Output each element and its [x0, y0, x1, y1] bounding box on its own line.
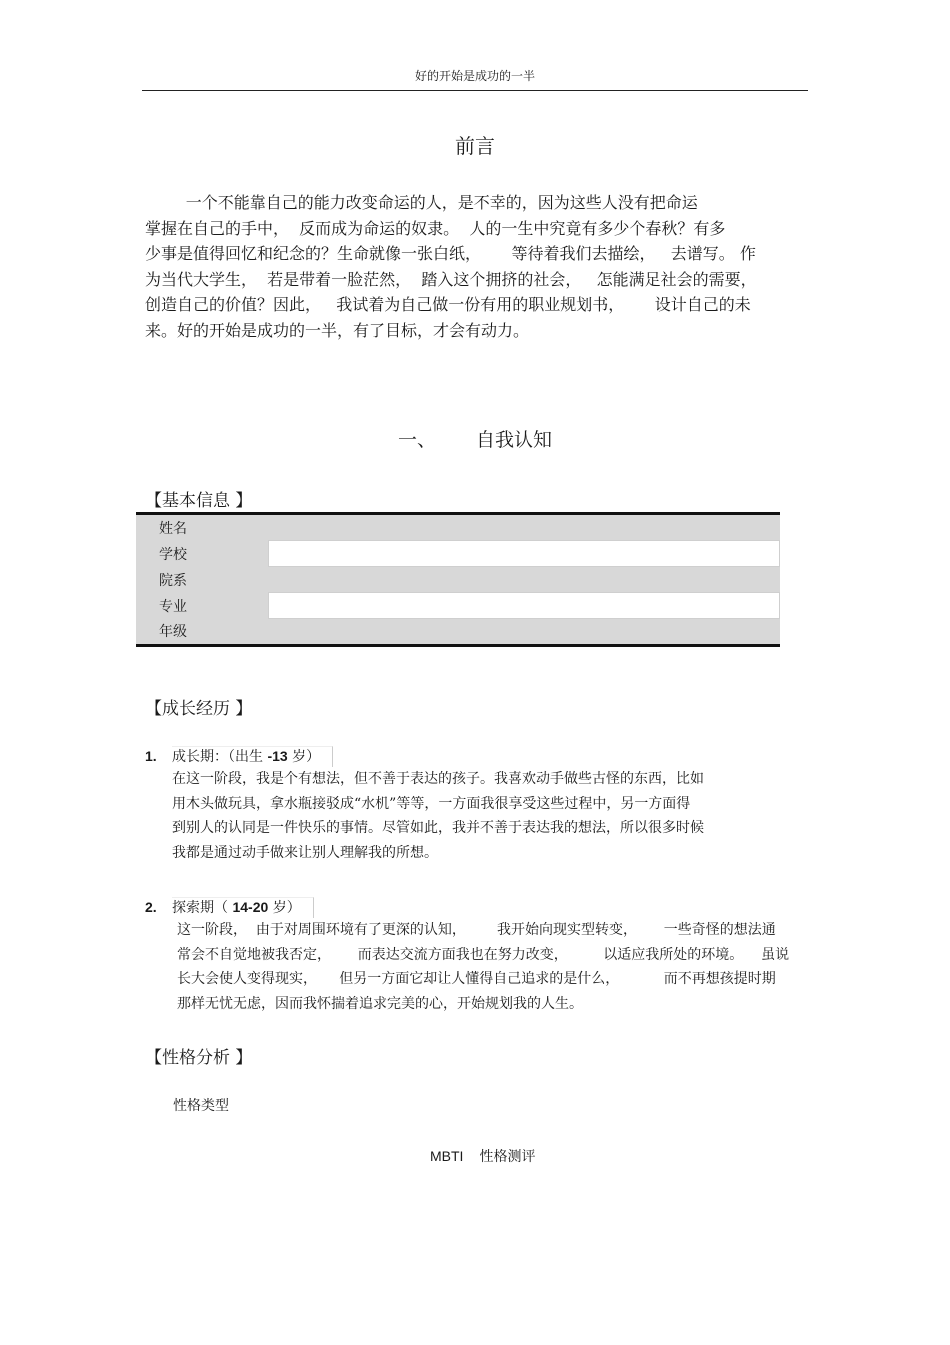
growth-item-heading: [145, 897, 314, 917]
row-label: 学校: [136, 541, 268, 567]
page-header: 好的开始是成功的一半: [414, 69, 535, 83]
personality-type-label: 性格类型: [173, 1098, 229, 1114]
table-row: [136, 514, 780, 541]
major-field[interactable]: [268, 593, 780, 619]
paragraph-line: 在这一阶段，我是个有想法，但不善于表达的孩子。我喜欢动手做些古怪的东西，比如: [172, 771, 704, 787]
item-number: 2.: [145, 899, 157, 915]
paragraph-line: 那样无忧无虑，因而我怀揣着追求完美的心，开始规划我的人生。: [177, 995, 583, 1012]
paragraph-line: 常会不自觉地被我否定， 而表达交流方面我也在努力改变， 以适应我所处的环境。 虽说: [177, 946, 790, 963]
intro-line: 来。好的开始是成功的一半，有了目标，才会有动力。: [145, 320, 530, 340]
header-rule: [142, 90, 808, 91]
mbti-label: MBTI: [430, 1148, 464, 1164]
department-field[interactable]: [268, 567, 780, 593]
growth-item-heading: [145, 746, 333, 766]
section-title: 自我认知: [476, 429, 553, 451]
paragraph-line: 这一阶段， 由于对周围环境有了更深的认知， 我开始向现实型转变， 一些奇怪的想法通: [177, 922, 776, 938]
item-title: [172, 897, 314, 918]
personality-heading: 【性格分析 】: [145, 1048, 253, 1068]
paragraph-line: 到别人的认同是一件快乐的事情。尽管如此，我并不善于表达我的想法，所以很多时候: [172, 820, 704, 836]
basic-info-heading: 【基本信息 】: [145, 491, 253, 511]
table-row: [136, 541, 780, 567]
row-label: 姓名: [136, 514, 268, 541]
item-age: 14-20: [232, 899, 269, 915]
name-field[interactable]: [268, 514, 780, 541]
grade-field[interactable]: [268, 619, 780, 646]
school-field[interactable]: [268, 541, 780, 567]
page-title: 前言: [455, 134, 495, 158]
table-row: [136, 619, 780, 646]
paragraph-line: 用木头做玩具，拿水瓶接驳成“水机”等等，一方面我很享受这些过程中，另一方面得: [172, 795, 691, 812]
basic-info-table: [136, 512, 780, 647]
intro-paragraph: [145, 190, 809, 343]
growth-paragraph: [177, 918, 789, 1016]
item-title-text: 探索期（: [172, 900, 233, 916]
item-age: -13: [267, 748, 288, 764]
growth-paragraph: [172, 767, 704, 865]
intro-line: 一个不能靠自己的能力改变命运的人，是不幸的，因为这些人没有把命运: [145, 193, 698, 212]
row-label: 专业: [136, 593, 268, 619]
table-row: [136, 593, 780, 619]
item-title-text: 成长期：（出生: [172, 749, 268, 765]
intro-line: 为当代大学生， 若是带着一脸茫然， 踏入这个拥挤的社会， 怎能满足社会的需要，: [145, 269, 757, 289]
table-row: [136, 567, 780, 593]
paragraph-line: 长大会使人变得现实， 但另一方面它却让人懂得自己追求的是什么， 而不再想孩提时期: [177, 971, 776, 987]
section-heading: [0, 425, 950, 452]
growth-heading: 【成长经历 】: [145, 699, 253, 719]
item-title: [172, 746, 333, 767]
item-title-suffix: 岁）: [268, 900, 301, 916]
mbti-line: [430, 1146, 535, 1166]
row-label: 院系: [136, 567, 268, 593]
section-number: 一、: [397, 429, 436, 451]
item-number: 1.: [145, 748, 157, 764]
intro-line: 掌握在自己的手中， 反而成为命运的奴隶。 人的一生中究竟有多少个春秋？有多: [145, 218, 726, 238]
item-title-suffix: 岁）: [287, 749, 321, 765]
intro-line: 少事是值得回忆和纪念的？生命就像一张白纸， 等待着我们去描绘， 去谱写。 作: [145, 244, 756, 263]
paragraph-line: 我都是通过动手做来让别人理解我的所想。: [172, 844, 438, 861]
row-label: 年级: [136, 619, 268, 646]
mbti-test-label: 性格测评: [479, 1149, 536, 1165]
intro-line: 创造自己的价值？因此， 我试着为自己做一份有用的职业规划书， 设计自己的未: [145, 295, 751, 314]
